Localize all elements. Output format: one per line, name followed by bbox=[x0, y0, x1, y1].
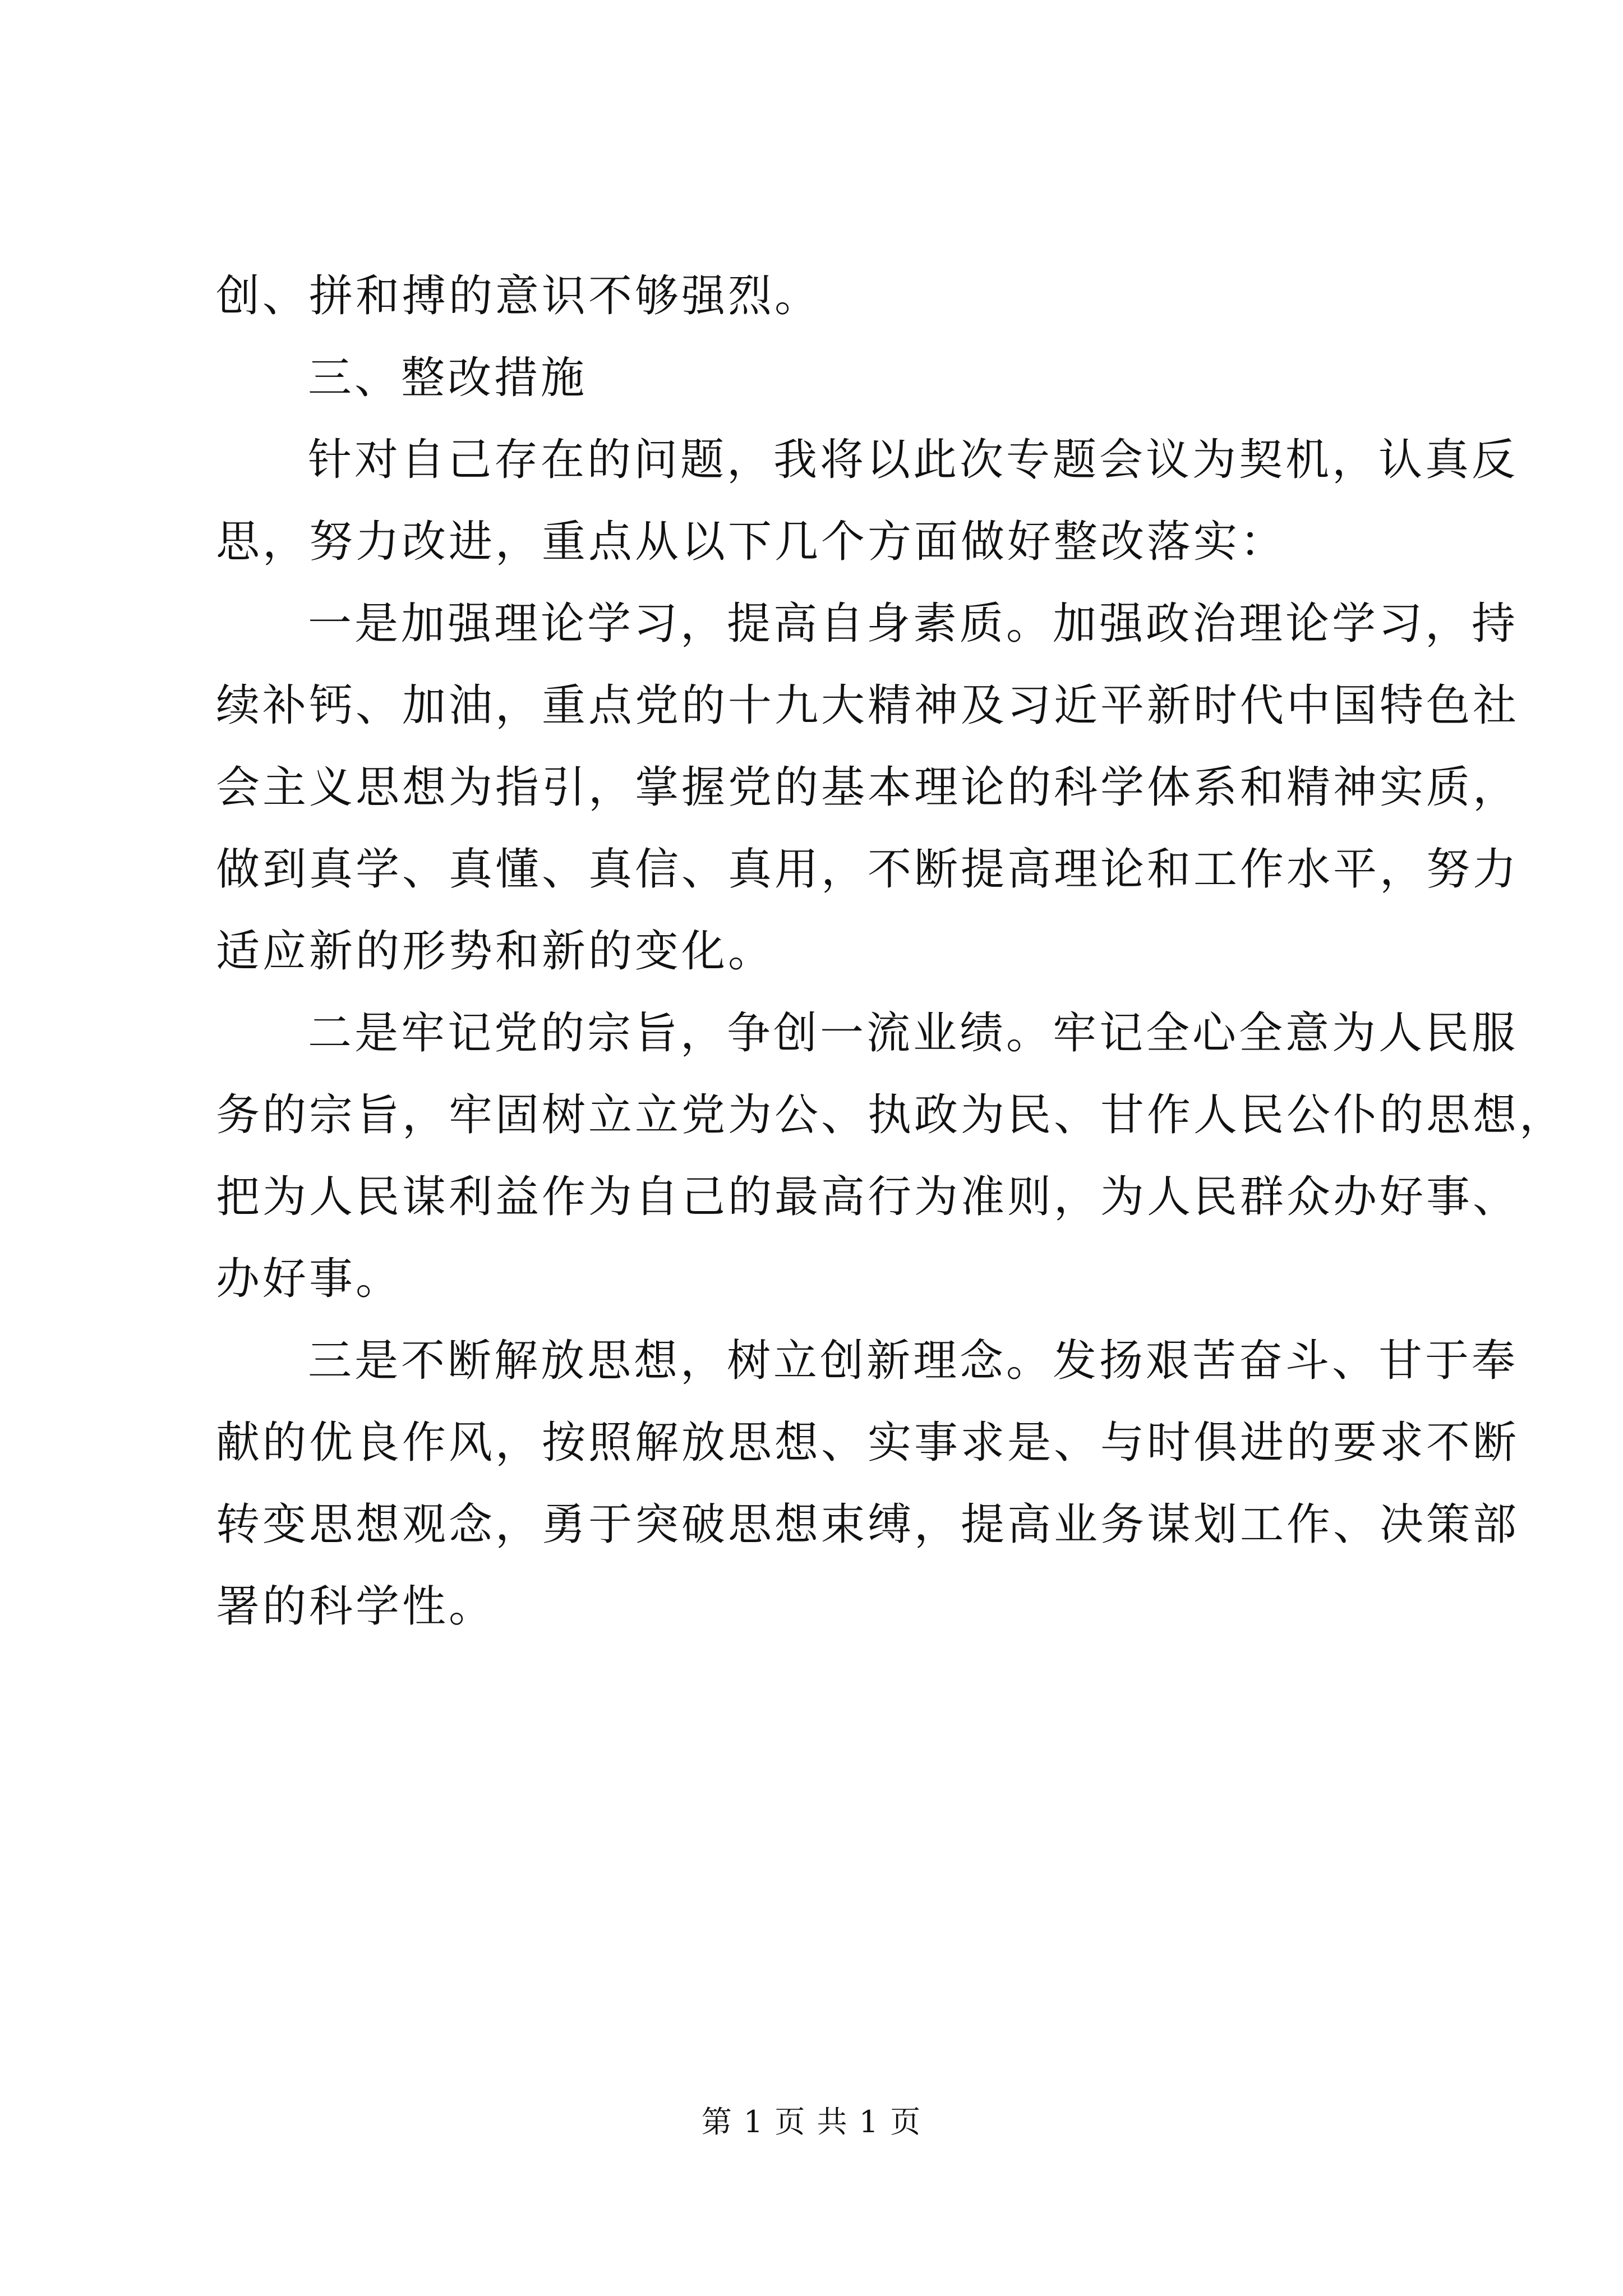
page-footer bbox=[0, 2102, 1623, 2142]
text-line: 做到真学、真懂、真信、真用，不断提高理论和工作水平，努力 bbox=[216, 844, 1520, 895]
text-line: 适应新的形势和新的变化。 bbox=[216, 926, 775, 977]
text-line: 一是加强理论学习，提高自身素质。加强政治理论学习，持 bbox=[308, 599, 1519, 649]
text-line: 办好事。 bbox=[216, 1254, 403, 1304]
text-line: 三是不断解放思想，树立创新理念。发扬艰苦奋斗、甘于奉 bbox=[308, 1336, 1519, 1386]
text-line: 续补钙、加油，重点党的十九大精神及习近平新时代中国特色社 bbox=[216, 680, 1520, 731]
page-number-label: 第 1 页 共 1 页 bbox=[701, 2104, 922, 2139]
text-line: 会主义思想为指引，掌握党的基本理论的科学体系和精神实质， bbox=[216, 762, 1520, 813]
text-line: 二是牢记党的宗旨，争创一流业绩。牢记全心全意为人民服 bbox=[308, 1008, 1519, 1059]
text-line: 署的科学性。 bbox=[216, 1581, 496, 1632]
document-body bbox=[216, 255, 1566, 1648]
text-line: 转变思想观念，勇于突破思想束缚，提高业务谋划工作、决策部 bbox=[216, 1499, 1520, 1550]
text-line: 把为人民谋利益作为自己的最高行为准则，为人民群众办好事、 bbox=[216, 1172, 1520, 1222]
text-line: 献的优良作风，按照解放思想、实事求是、与时俱进的要求不断 bbox=[216, 1418, 1520, 1468]
text-line: 创、拼和搏的意识不够强烈。 bbox=[216, 271, 822, 321]
text-line: 思，努力改进，重点从以下几个方面做好整改落实： bbox=[216, 517, 1287, 567]
text-line: 针对自己存在的问题，我将以此次专题会议为契机，认真反 bbox=[308, 435, 1519, 485]
text-line: 务的宗旨，牢固树立立党为公、执政为民、甘作人民公仆的思想， bbox=[216, 1090, 1566, 1140]
section-heading: 三、整改措施 bbox=[308, 353, 588, 403]
